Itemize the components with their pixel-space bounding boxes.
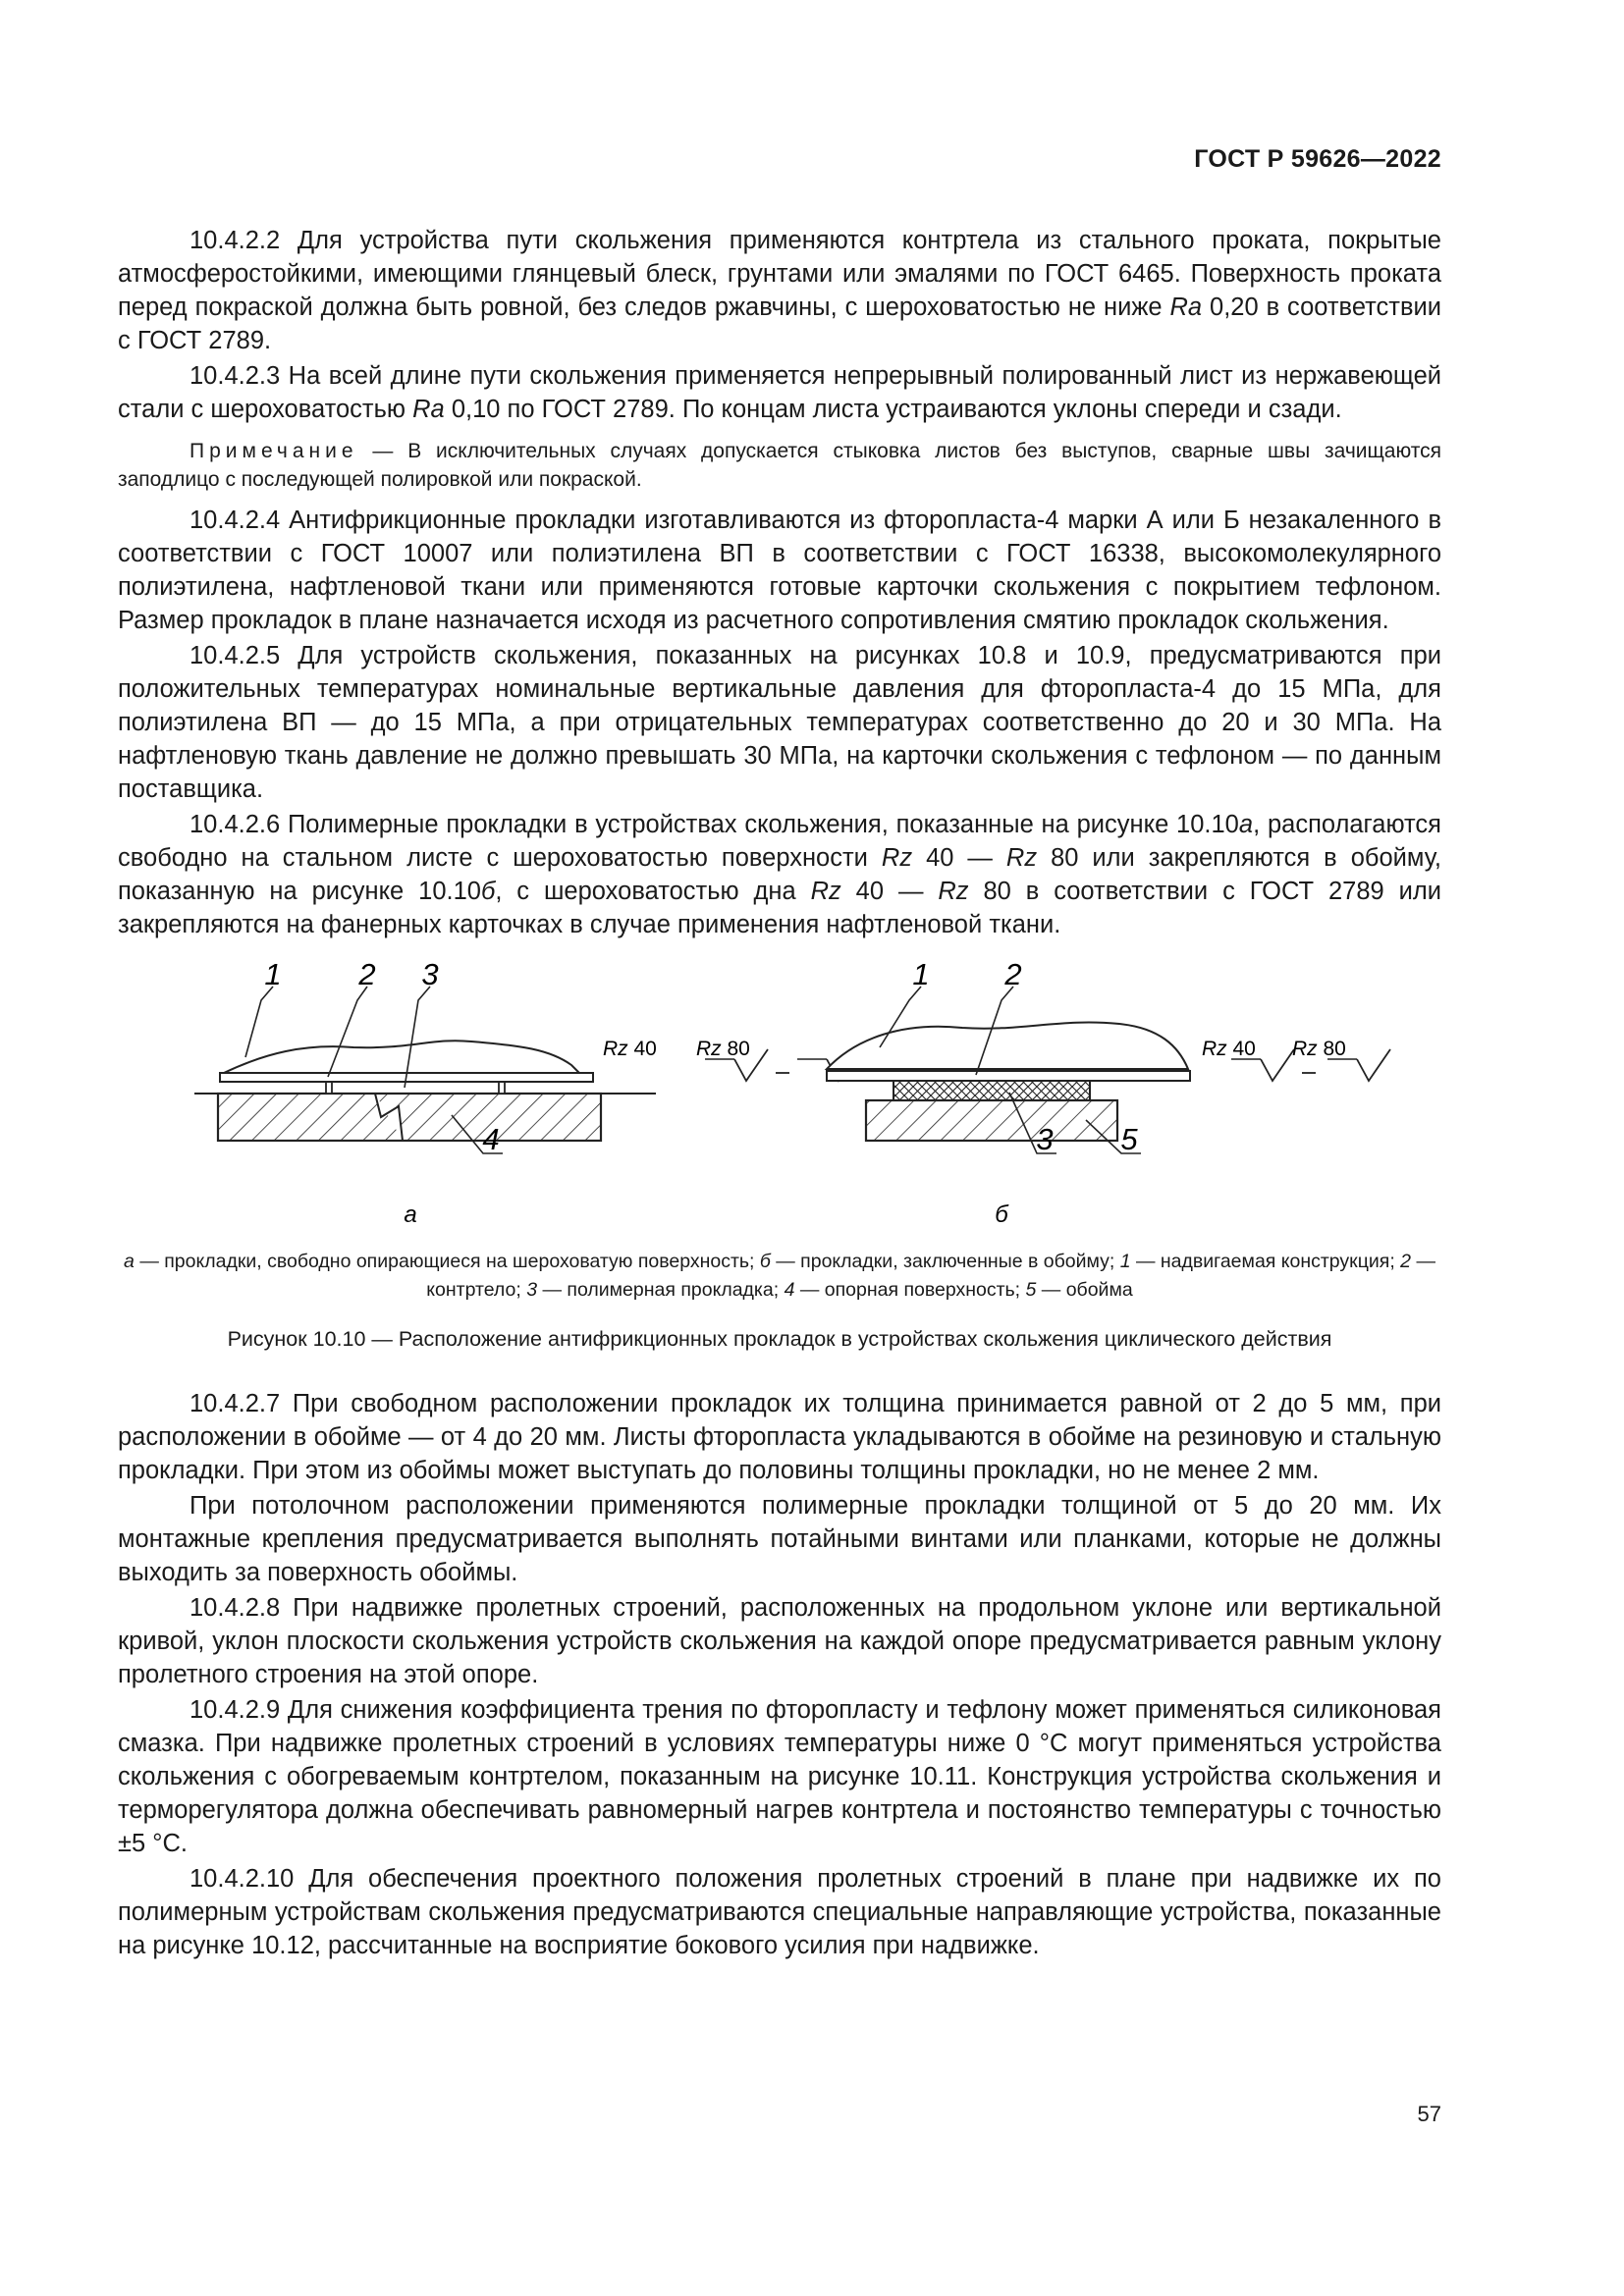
paragraph-ceiling: При потолочном расположении применяются полимерные прокладки толщиной от 5 до 20 мм. Их монтажные крепления предусматривается выполнять потайными винтами или планками, которые не должны выходить за поверхность обоймы.: [118, 1492, 1441, 1586]
paragraph-10-4-2-6: 10.4.2.6 Полимерные прокладки в устройствах скольжения, показанные на рисунке 10.10а, располагаются свободно на стальном листе с шероховатостью поверхности Rz 40 — Rz 80 или закрепляются в обойму, показанную на рисунке 10.10б, с шероховатостью дна Rz 40 — Rz 80 в соответствии с ГОСТ 2789 или закрепляются на фанерных карточках в случае применения нафтленовой ткани.: [118, 811, 1442, 938]
note-label: Примечание: [189, 440, 358, 462]
figure-b: [827, 963, 1390, 1228]
label-3-b: 3: [1036, 1122, 1054, 1156]
paragraph-10-4-2-4: 10.4.2.4 Антифрикционные прокладки изготавливаются из фторопласта-4 марки А или Б незакаленного в соответствии с ГОСТ 10007 или полиэтилена ВП в соответствии с ГОСТ 16338, высокомолекулярного полиэтилена, нафтленовой ткани или применяются готовые карточки скольжения с покрытием тефлоном. Размер прокладок в плане назначается исходя из расчетного сопротивления смятию прокладок скольжения.: [118, 507, 1441, 634]
figure-a: [194, 963, 860, 1228]
holder: [866, 1100, 1117, 1141]
paragraph-10-4-2-10: 10.4.2.10 Для обеспечения проектного положения пролетных строений в плане при надвижке их по полимерным устройствам скольжения предусматриваются специальные направляющие устройства, показанные на рисунке 10.12, рассчитанные на восприятие бокового усилия при надвижке.: [118, 1865, 1441, 1959]
paragraph-10-4-2-5: 10.4.2.5 Для устройств скольжения, показанных на рисунках 10.8 и 10.9, предусматриваются при положительных температурах номинальные вертикальные давления для фторопласта-4 до 15 МПа, для полиэтилена ВП — до 15 МПа, а при отрицательных температурах соответственно до 20 и 30 МПа. На нафтленовую ткань давление не должно превышать 30 МПа, на карточки скольжения с тефлоном — по данным поставщика.: [118, 642, 1441, 803]
support-surface: [218, 1094, 601, 1141]
figure-drawing: [118, 963, 1441, 1240]
page-content: [118, 224, 1441, 1962]
paragraph-10-4-2-2: 10.4.2.2 Для устройства пути скольжения применяются контртела из стального проката, покрытые атмосферостойкими, имеющими глянцевый блеск, грунтами или эмалями по ГОСТ 6465. Поверхность проката перед покраской должна быть ровной, без следов ржавчины, с шероховатостью не ниже Ra 0,20 в соответствии с ГОСТ 2789.: [118, 227, 1442, 354]
sublabel-b: б: [995, 1201, 1008, 1228]
sliding-structure: [224, 1041, 579, 1073]
polymer-pad: [893, 1081, 1090, 1100]
pad-right: [499, 1082, 505, 1094]
pad-left: [326, 1082, 332, 1094]
paragraph-10-4-2-8: 10.4.2.8 При надвижке пролетных строений, расположенных на продольном уклоне или вертикальной кривой, уклон плоскости скольжения устройств скольжения на каждой опоре предусматривается равным уклону пролетного строения на этой опоре.: [118, 1594, 1441, 1688]
figure-10-10: [118, 963, 1441, 1240]
label-4: 4: [482, 1122, 500, 1156]
figure-caption: Рисунок 10.10 — Расположение антифрикционных прокладок в устройствах скольжения циклического действия: [227, 1327, 1332, 1351]
label-1-b: 1: [912, 963, 930, 991]
rz80-label-b: Rz 80: [1292, 1038, 1346, 1060]
label-2-b: 2: [1004, 963, 1022, 991]
paragraph-10-4-2-9: 10.4.2.9 Для снижения коэффициента трения по фторопласту и тефлону может применяться силиконовая смазка. При надвижке пролетных строений в условиях температуры ниже 0 °С могут применяться устройства скольжения с обогреваемым контртелом, показанным на рисунке 10.11. Конструкция устройства скольжения и терморегулятора должна обеспечивать равномерный нагрев контртела и постоянство температуры с точностью ±5 °С.: [118, 1696, 1441, 1857]
label-5-b: 5: [1120, 1122, 1138, 1156]
paragraph-10-4-2-3: 10.4.2.3 На всей длине пути скольжения применяется непрерывный полированный лист из нержавеющей стали с шероховатостью Ra 0,10 по ГОСТ 2789. По концам листа устраиваются уклоны спереди и сзади.: [118, 362, 1441, 423]
document-header: ГОСТ Р 59626—2022: [1194, 145, 1441, 173]
counter-body-b: [827, 1071, 1190, 1081]
rz80-label: Rz 80: [696, 1038, 750, 1060]
label-3: 3: [421, 963, 439, 991]
rz40-label: Rz 40: [603, 1038, 657, 1060]
sublabel-a: а: [404, 1201, 417, 1228]
rz40-label-b: Rz 40: [1202, 1038, 1256, 1060]
label-2: 2: [358, 963, 376, 991]
page-number: 57: [1417, 2102, 1441, 2126]
label-1: 1: [264, 963, 282, 991]
figure-legend: а — прокладки, свободно опирающиеся на шероховатую поверхность; б — прокладки, заключенные в обойму; 1 — надвигаемая конструкция; 2 — контртело; 3 — полимерная прокладка; 4 — опорная поверхность; 5 — обойма: [124, 1251, 1435, 1301]
paragraph-10-4-2-7: 10.4.2.7 При свободном расположении прокладок их толщина принимается равной от 2 до 5 мм, при расположении в обойме — от 4 до 20 мм. Листы фторопласта укладываются в обойме на резиновую и стальную прокладки. При этом из обоймы может выступать до половины толщины прокладки, но не менее 2 мм.: [118, 1390, 1441, 1484]
note-text: — В исключительных случаях допускается стыковка листов без выступов, сварные швы зачищаются заподлицо с последующей полировкой или покраской.: [118, 440, 1441, 491]
note: [118, 438, 1441, 494]
